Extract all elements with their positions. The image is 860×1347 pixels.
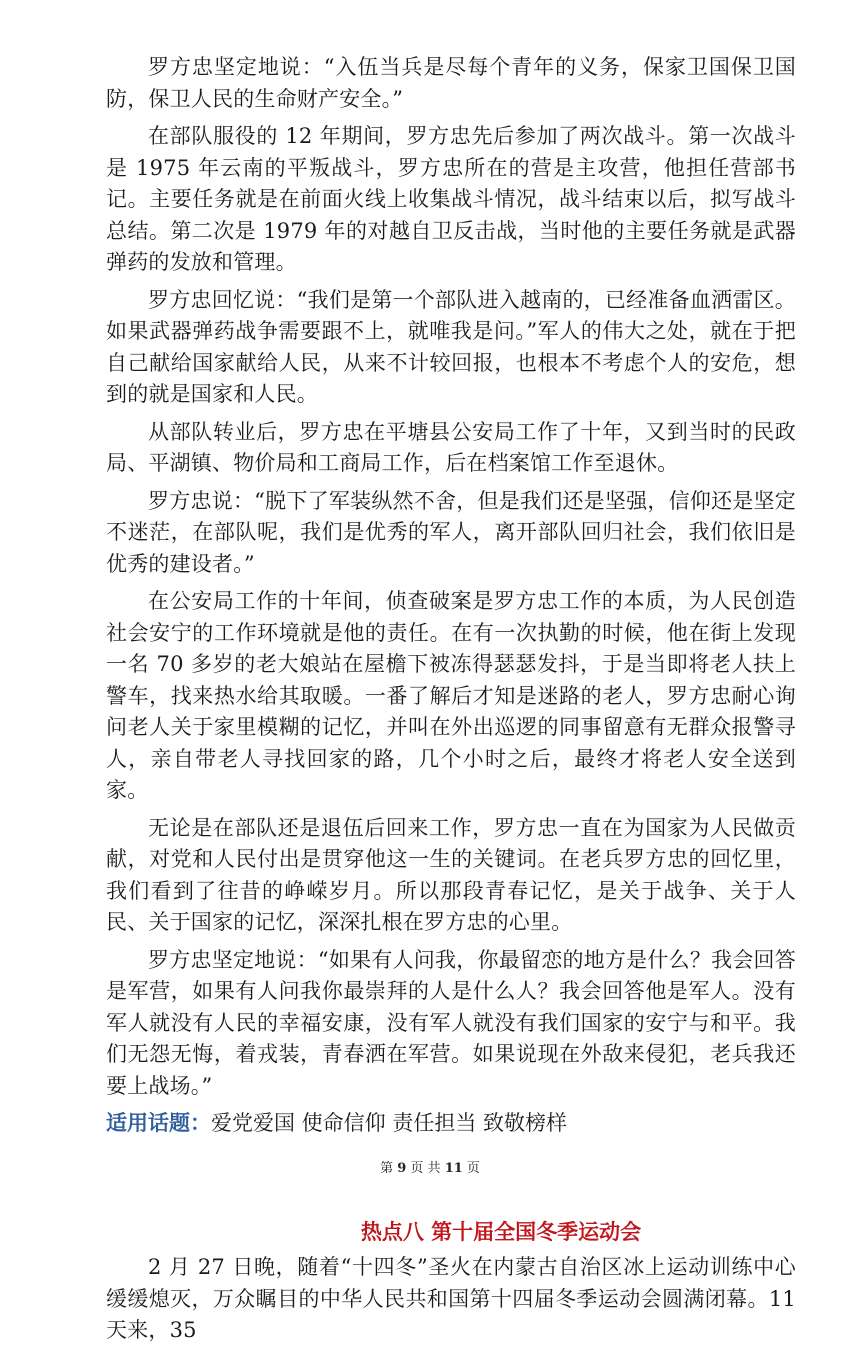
paragraph-4: 从部队转业后，罗方忠在平塘县公安局工作了十年，又到当时的民政局、平湖镇、物价局和工商局工作，后在档案馆工作至退休。 (106, 419, 796, 475)
paragraph-8: 罗方忠坚定地说：“如果有人问我，你最留恋的地方是什么？我会回答是军营，如果有人问我你最崇拜的人是什么人？我会回答他是军人。没有军人就没有人民的幸福安康，没有军人就没有我们国家的安宁与和平。我们无怨无悔，着戎装，青春洒在军营。如果说现在外敌来侵犯，老兵我还要上战场。” (106, 947, 796, 1098)
applicable-topics (106, 1108, 796, 1140)
footer-prefix: 第 (380, 1161, 394, 1176)
footer-suffix: 页 (466, 1161, 480, 1176)
paragraph-5: 罗方忠说：“脱下了军装纵然不舍，但是我们还是坚强，信仰还是坚定不迷茫，在部队呢，我们是优秀的军人，离开部队回归社会，我们依旧是优秀的建设者。” (106, 488, 796, 576)
section-title: 热点八 第十届全国冬季运动会 (360, 1219, 642, 1244)
paragraph-7: 无论是在部队还是退伍后回来工作，罗方忠一直在为国家为人民做贡献，对党和人民付出是贯穿他这一生的关键词。在老兵罗方忠的回忆里，我们看到了往昔的峥嵘岁月。所以那段青春记忆，是关于战争、关于人民、关于国家的记忆，深深扎根在罗方忠的心里。 (106, 815, 796, 934)
footer-page-number: 9 (397, 1161, 407, 1176)
paragraph-6: 在公安局工作的十年间，侦查破案是罗方忠工作的本质，为人民创造社会安宁的工作环境就是他的责任。在有一次执勤的时候，他在街上发现一名 70 多岁的老大娘站在屋檐下被冻得瑟瑟发抖，于是当即将老人扶上警车，找来热水给其取暖。一番了解后才知是迷路的老人，罗方忠耐心询问老人关于家里模糊的记忆，并叫在外出巡逻的同事留意有无群众报警寻人，亲自带老人寻找回家的路，几个小时之后，最终才将老人安全送到家。 (106, 589, 796, 802)
paragraph-1: 罗方忠坚定地说：“入伍当兵是尽每个青年的义务，保家卫国保卫国防，保卫人民的生命财产安全。” (106, 55, 796, 111)
topics-items: 爱党爱国 使命信仰 责任担当 致敬榜样 (211, 1111, 568, 1135)
footer-total-pages: 11 (444, 1161, 463, 1176)
section-intro-paragraph: 2 月 27 日晚，随着“十四冬”圣火在内蒙古自治区冰上运动训练中心缓缓熄灭，万众瞩目的中华人民共和国第十四届冬季运动会圆满闭幕。11 天来，35 (106, 1255, 796, 1342)
topics-label: 适用话题： (106, 1111, 211, 1135)
paragraph-2: 在部队服役的 12 年期间，罗方忠先后参加了两次战斗。第一次战斗是 1975 年云南的平叛战斗，罗方忠所在的营是主攻营，他担任营部书记。主要任务就是在前面火线上收集战斗情况，战斗结束以后，拟写战斗总结。第二次是 1979 年的对越自卫反击战，当时他的主要任务就是武器弹药的发放和管理。 (106, 124, 796, 274)
paragraph-3: 罗方忠回忆说：“我们是第一个部队进入越南的，已经准备血洒雷区。如果武器弹药战争需要跟不上，就唯我是问。”军人的伟大之处，就在于把自己献给国家献给人民，从来不计较回报，也根本不考虑个人的安危，想到的就是国家和人民。 (106, 287, 796, 406)
footer-middle: 页 共 (410, 1161, 441, 1176)
page-footer (0, 1157, 860, 1176)
